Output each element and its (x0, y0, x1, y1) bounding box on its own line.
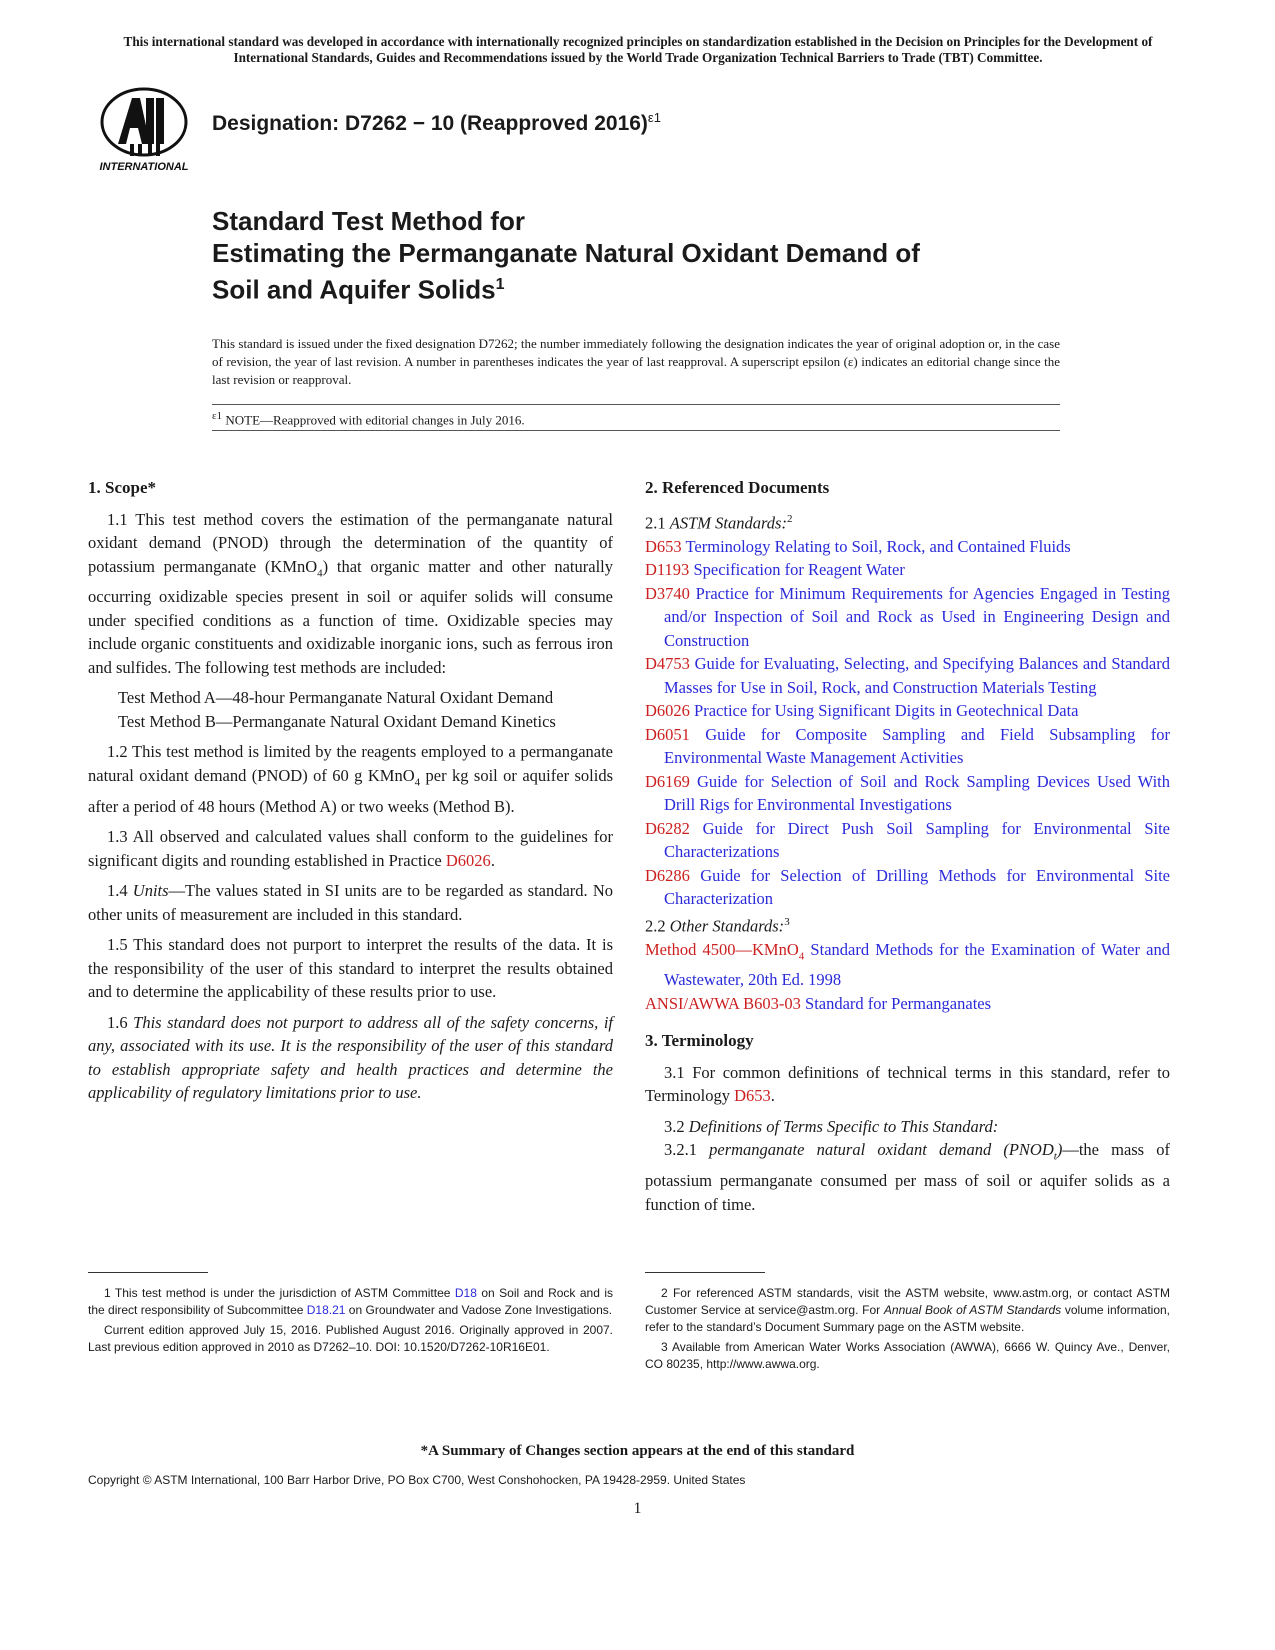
footnote-2: 2 For referenced ASTM standards, visit the ASTM website, www.astm.org, or contact ASTM Customer Service at service@astm.org. For Annual Book of ASTM Standards volume information, refer to the standard’s Document Summary page on the ASTM website. (645, 1286, 1170, 1334)
wto-notice: This international standard was developed in accordance with internationally recognized principles on standardization established in the Decision on Principles for the Development of International Standards, Guides and Recommendations issued by the World Trade Organization Technical Barriers to Trade (TBT) Committee. (123, 34, 1153, 65)
ref-title[interactable]: Specification for Reagent Water (689, 560, 905, 579)
ref-link-d653[interactable]: D653 (734, 1086, 771, 1106)
ref-code[interactable]: D6282 (645, 818, 690, 838)
astm-logo-icon (92, 84, 196, 174)
copyright: Copyright © ASTM International, 100 Barr Harbor Drive, PO Box C700, West Conshohocken, PA 19428-2959. United States (88, 1473, 746, 1487)
issue-note: This standard is issued under the fixed designation D7262; the number immediately following the designation indicates the year of original adoption or, in the case of revision, the year of last revision. A number in parentheses indicates the year of last reapproval. A superscript epsilon (ε) indicates an editorial change since the last revision or reapproval. (212, 336, 1060, 387)
ref-title[interactable]: Guide for Selection of Drilling Methods for Environmental Site Characterization (664, 865, 1170, 908)
epsilon-note-text: NOTE—Reapproved with editorial changes in July 2016. (225, 412, 525, 428)
link-d18-21[interactable]: D18.21 (306, 1303, 346, 1317)
footnotes-left (88, 1285, 613, 1359)
epsilon-note (212, 410, 525, 428)
terminology-heading: 3. Terminology (645, 1031, 754, 1051)
ref-title[interactable]: Guide for Composite Sampling and Field Subsampling for Environmental Waste Management Activities (664, 724, 1170, 767)
ref-item-method-4500[interactable]: Method 4500—KMnO$_4$ Standard Methods for the Examination of Water and Wastewater, 20th Ed. 1998 (645, 939, 1170, 990)
divider (212, 430, 1060, 431)
ref-item-ansi[interactable]: ANSI/AWWA B603-03 Standard for Permanganates (645, 993, 992, 1013)
page-number: 1 (633, 1500, 642, 1517)
term-3-2-1: 3.2.1 permanganate natural oxidant demand $(PNOD_t)—the$ mass of potassium permanganate consumed per mass of soil or aquifer solids as a function of time. (645, 1140, 1170, 1214)
ref-item-d6286[interactable] (645, 864, 1170, 911)
ref-title[interactable]: Practice for Using Significant Digits in Geotechnical Data (689, 701, 1079, 720)
ref-item-d653[interactable] (645, 535, 1170, 559)
scope-1-2: 1.2 This test method is limited by the reagents employed to a permanganate natural oxidant demand (PNOD) of 60 g KMnO$_4$ per kg soil or aquifer solids after a period of 48 hours (Method A) or two weeks (Method B). (88, 742, 613, 816)
ref-code[interactable]: D6026 (645, 701, 690, 720)
ref-code[interactable]: D6286 (645, 865, 690, 885)
summary-of-changes-note: *A Summary of Changes section appears at the end of this standard (420, 1443, 855, 1459)
link-d18[interactable]: D18 (454, 1286, 477, 1300)
refs-heading: 2. Referenced Documents (645, 478, 830, 497)
term-3-2: 3.2 Definitions of Terms Specific to This Standard: (664, 1116, 999, 1136)
logo-text: INTERNATIONAL (99, 161, 189, 173)
footnote-1-edition: Current edition approved July 15, 2016. Published August 2016. Originally approved in 2007. Last previous edition approved in 2010 as D7262–10. DOI: 10.1520/D7262-10R16E01. (88, 1323, 613, 1354)
term-3-1: 3.1 For common definitions of technical terms in this standard, refer to Terminology D653. (645, 1062, 1170, 1106)
ref-item-d1193[interactable] (645, 558, 1170, 582)
title-footnote-mark: 1 (495, 276, 505, 293)
method-b-text: Test Method B—Permanganate Natural Oxidant Demand Kinetics (118, 711, 556, 731)
ref-title[interactable]: Guide for Selection of Soil and Rock Sampling Devices Used With Drill Rigs for Environmental Investigations (664, 771, 1170, 814)
epsilon-mark: ε1 (212, 410, 223, 422)
ref-title[interactable]: Guide for Evaluating, Selecting, and Specifying Balances and Standard Masses for Use in Soil, Rock, and Construction Materials Testing (664, 654, 1170, 697)
ref-item-d3740[interactable] (645, 582, 1170, 653)
ref-item-d6051[interactable] (645, 723, 1170, 770)
footnote-1: 1 This test method is under the jurisdiction of ASTM Committee D18 on Soil and Rock and is the direct responsibility of Subcommittee D18.21 on Groundwater and Vadose Zone Investigations. (88, 1286, 613, 1317)
scope-1-5: 1.5 This standard does not purport to interpret the results of the data. It is the responsibility of the user of this standard to interpret the results obtained and to determine the applicability of these results prior to use. (88, 935, 613, 1002)
right-column (645, 476, 1170, 1223)
astm-standards-label: 2.1 ASTM Standards:$^2$ (645, 512, 793, 532)
ref-item-d6169[interactable] (645, 770, 1170, 817)
document-title (212, 205, 920, 306)
ref-code[interactable]: D653 (645, 536, 682, 556)
method-a-text: Test Method A—48-hour Permanganate Natural Oxidant Demand (118, 688, 554, 708)
ref-link-d6026[interactable]: D6026 (445, 850, 491, 870)
ref-title[interactable]: Terminology Relating to Soil, Rock, and Contained Fluids (681, 536, 1071, 556)
divider (212, 404, 1060, 405)
footnote-3: 3 Available from American Water Works Association (AWWA), 6666 W. Quincy Ave., Denver, CO 80235, http://www.awwa.org. (645, 1340, 1170, 1371)
ref-item-d6282[interactable] (645, 817, 1170, 864)
scope-1-3: 1.3 All observed and calculated values shall conform to the guidelines for significant digits and rounding established in Practice D6026. (88, 827, 613, 870)
scope-heading: 1. Scope* (88, 478, 156, 497)
ref-code[interactable]: D4753 (645, 654, 690, 673)
left-column (88, 476, 613, 1112)
title-line-2: Estimating the Permanganate Natural Oxidant Demand of (212, 238, 920, 268)
astm-logo (92, 84, 196, 174)
title-line-3: Soil and Aquifer Solids (212, 274, 496, 305)
ref-code[interactable]: D6051 (645, 724, 690, 744)
ref-list (645, 535, 1170, 911)
designation (212, 110, 661, 136)
ref-title[interactable]: Practice for Minimum Requirements for Agencies Engaged in Testing and/or Inspection of Soil and Rock as Used in Engineering Design and Construction (664, 583, 1170, 650)
ref-code[interactable]: D6169 (645, 771, 690, 791)
ref-item-d4753[interactable] (645, 652, 1170, 699)
footnote-rule-right (645, 1272, 765, 1273)
ref-code[interactable]: D3740 (645, 583, 690, 603)
title-line-1: Standard Test Method for (212, 206, 525, 236)
designation-text: Designation: D7262 − 10 (Reapproved 2016) (212, 112, 648, 135)
footnote-rule-left (88, 1272, 208, 1273)
footnotes-right (645, 1285, 1170, 1376)
ref-title[interactable]: Guide for Direct Push Soil Sampling for Environmental Site Characterizations (664, 818, 1170, 861)
ref-item-d6026[interactable] (645, 699, 1170, 723)
other-standards-label: 2.2 Other Standards:$^3$ (645, 915, 790, 935)
scope-1-4: 1.4 Units—The values stated in SI units are to be regarded as standard. No other units of measurement are included in this standard. (88, 881, 613, 924)
scope-1-6: 1.6 This standard does not purport to address all of the safety concerns, if any, associated with its use. It is the responsibility of the user of this standard to establish appropriate safety and health practices and determine the applicability of regulatory limitations prior to use. (88, 1012, 613, 1103)
ref-code[interactable]: D1193 (645, 560, 690, 579)
scope-1-1: 1.1 This test method covers the estimation of the permanganate natural oxidant demand (PNOD) through the determination of the quantity of potassium permanganate (KMnO$_4$) that organic matter and other naturally occurring oxidizable species present in soil or aquifer solids will consume under specified conditions as a function of time. Oxidizable species may include organic constituents and oxidizable inorganic ions, such as ferrous iron and sulfides. The following test methods are included: (88, 509, 613, 677)
designation-epsilon: ε1 (647, 110, 661, 125)
